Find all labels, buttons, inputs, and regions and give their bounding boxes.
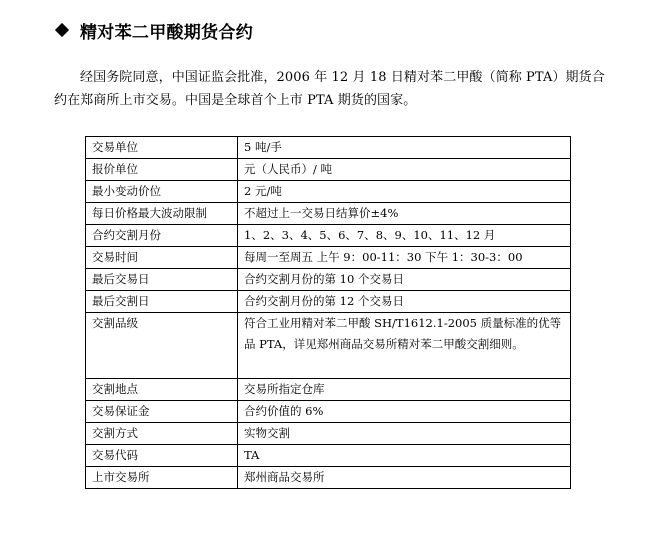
row-label: 交割方式 — [86, 423, 238, 445]
table-row — [86, 203, 571, 225]
row-label: 每日价格最大波动限制 — [86, 203, 238, 225]
row-label: 交易单位 — [86, 137, 238, 159]
table-row — [86, 159, 571, 181]
row-label: 交割品级 — [86, 313, 238, 379]
contract-spec-table — [85, 136, 571, 489]
row-value: 交易所指定仓库 — [238, 379, 571, 401]
row-label: 交割地点 — [86, 379, 238, 401]
row-value: 不超过上一交易日结算价±4% — [238, 203, 571, 225]
row-value: 合约价值的 6% — [238, 401, 571, 423]
row-value: 5 吨/手 — [238, 137, 571, 159]
row-value: TA — [238, 445, 571, 467]
row-value: 实物交割 — [238, 423, 571, 445]
row-value: 符合工业用精对苯二甲酸 SH/T1612.1-2005 质量标准的优等品 PTA，详见郑州商品交易所精对苯二甲酸交割细则。 — [238, 313, 571, 379]
row-label: 上市交易所 — [86, 467, 238, 489]
row-value: 郑州商品交易所 — [238, 467, 571, 489]
row-label: 交易时间 — [86, 247, 238, 269]
table-row — [86, 401, 571, 423]
row-value: 元（人民币）/ 吨 — [238, 159, 571, 181]
table-row — [86, 379, 571, 401]
table-row — [86, 313, 571, 379]
table-row — [86, 291, 571, 313]
row-value: 2 元/吨 — [238, 181, 571, 203]
row-value: 1、2、3、4、5、6、7、8、9、10、11、12 月 — [238, 225, 571, 247]
table-row — [86, 181, 571, 203]
table-row — [86, 137, 571, 159]
row-value: 合约交割月份的第 12 个交易日 — [238, 291, 571, 313]
row-label: 合约交割月份 — [86, 225, 238, 247]
row-label: 交易保证金 — [86, 401, 238, 423]
intro-paragraph: 经国务院同意，中国证监会批准，2006 年 12 月 18 日精对苯二甲酸（简称 PTA）期货合约在郑商所上市交易。中国是全球首个上市 PTA 期货的国家。 — [54, 70, 605, 108]
diamond-bullet-icon — [55, 23, 69, 37]
row-label: 交易代码 — [86, 445, 238, 467]
table-row — [86, 445, 571, 467]
row-label: 最后交易日 — [86, 269, 238, 291]
row-value: 每周一至周五 上午 9：00-11：30 下午 1：30-3：00 — [238, 247, 571, 269]
table-row — [86, 269, 571, 291]
section-heading — [55, 18, 253, 42]
table-row — [86, 423, 571, 445]
row-value: 合约交割月份的第 10 个交易日 — [238, 269, 571, 291]
table-row — [86, 467, 571, 489]
table-row — [86, 225, 571, 247]
row-label: 最小变动价位 — [86, 181, 238, 203]
section-title: 精对苯二甲酸期货合约 — [80, 22, 253, 43]
table-row — [86, 247, 571, 269]
row-label: 最后交割日 — [86, 291, 238, 313]
row-label: 报价单位 — [86, 159, 238, 181]
